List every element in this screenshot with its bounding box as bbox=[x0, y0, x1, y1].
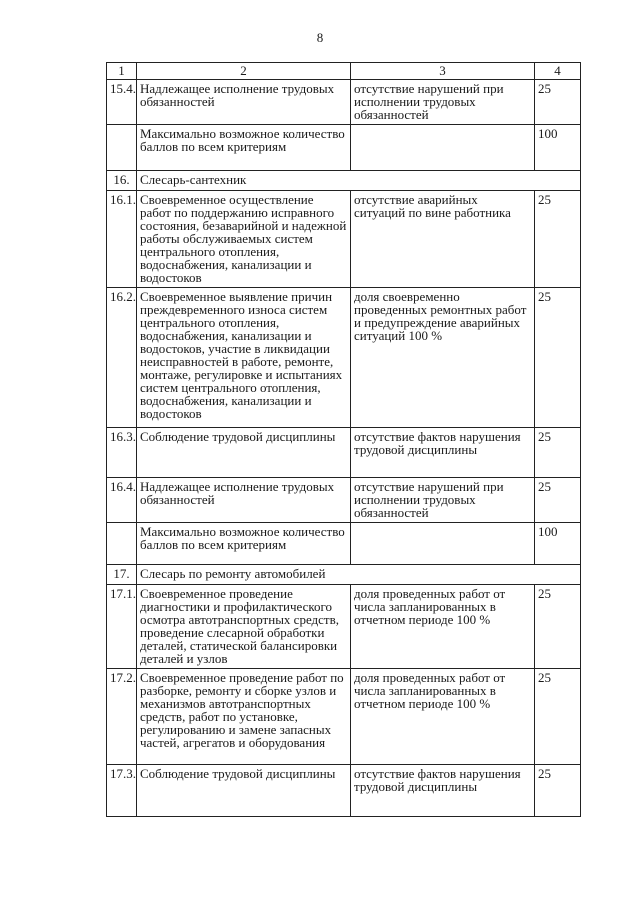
page-number: 8 bbox=[316, 30, 324, 45]
row-indicator: отсутствие фактов нарушения трудовой дисциплины bbox=[351, 765, 535, 817]
row-number bbox=[107, 125, 137, 171]
row-points: 25 bbox=[535, 288, 581, 428]
row-criterion: Своевременное выявление причин преждевременного износа систем центрального отопления, водоснабжения, канализации и водостоков, участие в ликвидации неисправностей в работе, ремонте, монтаже, регулировке и испытаниях систем центрального отопления, водоснабжения, канализации и водостоков bbox=[137, 288, 351, 428]
table-header-row bbox=[107, 63, 581, 80]
row-indicator: доля своевременно проведенных ремонтных работ и предупреждение аварийных ситуаций 100 % bbox=[351, 288, 535, 428]
section-number: 17. bbox=[107, 565, 137, 585]
row-indicator bbox=[351, 523, 535, 565]
row-indicator bbox=[351, 125, 535, 171]
row-number: 17.1. bbox=[107, 585, 137, 669]
row-number: 16.2. bbox=[107, 288, 137, 428]
row-criterion: Соблюдение трудовой дисциплины bbox=[137, 765, 351, 817]
row-number: 16.4. bbox=[107, 478, 137, 523]
row-criterion: Своевременное осуществление работ по поддержанию исправного состояния, безаварийной и надежной работы обслуживаемых систем центрального отопления, водоснабжения, канализации и водостоков bbox=[137, 191, 351, 288]
row-number: 16.3. bbox=[107, 428, 137, 478]
criteria-table bbox=[106, 62, 581, 817]
row-criterion: Надлежащее исполнение трудовых обязанностей bbox=[137, 478, 351, 523]
row-indicator: отсутствие фактов нарушения трудовой дисциплины bbox=[351, 428, 535, 478]
row-number bbox=[107, 523, 137, 565]
row-number: 17.3. bbox=[107, 765, 137, 817]
section-number: 16. bbox=[107, 171, 137, 191]
row-indicator: доля проведенных работ от числа запланированных в отчетном периоде 100 % bbox=[351, 585, 535, 669]
table-row-total bbox=[107, 523, 581, 565]
row-points: 25 bbox=[535, 765, 581, 817]
row-points: 100 bbox=[535, 125, 581, 171]
row-points: 25 bbox=[535, 669, 581, 765]
row-criterion: Соблюдение трудовой дисциплины bbox=[137, 428, 351, 478]
row-number: 16.1. bbox=[107, 191, 137, 288]
row-criterion: Надлежащее исполнение трудовых обязанностей bbox=[137, 80, 351, 125]
row-points: 25 bbox=[535, 585, 581, 669]
row-points: 100 bbox=[535, 523, 581, 565]
table-row bbox=[107, 288, 581, 428]
column-header-points: 4 bbox=[535, 63, 581, 80]
table-row bbox=[107, 428, 581, 478]
section-title: Слесарь по ремонту автомобилей bbox=[137, 565, 581, 585]
row-points: 25 bbox=[535, 191, 581, 288]
row-number: 17.2. bbox=[107, 669, 137, 765]
table-row bbox=[107, 191, 581, 288]
table-row bbox=[107, 765, 581, 817]
row-criterion: Своевременное проведение диагностики и профилактического осмотра автотранспортных средств, проведение слесарной обработки деталей, статической балансировки деталей и узлов bbox=[137, 585, 351, 669]
row-indicator: отсутствие аварийных ситуаций по вине работника bbox=[351, 191, 535, 288]
row-points: 25 bbox=[535, 478, 581, 523]
table-row bbox=[107, 80, 581, 125]
table-row bbox=[107, 669, 581, 765]
table-row bbox=[107, 478, 581, 523]
column-header-number: 1 bbox=[107, 63, 137, 80]
column-header-indicator: 3 bbox=[351, 63, 535, 80]
table-row-total bbox=[107, 125, 581, 171]
row-criterion: Своевременное проведение работ по разборке, ремонту и сборке узлов и механизмов автотранспортных средств, работ по установке, регулированию и замене запасных частей, агрегатов и оборудования bbox=[137, 669, 351, 765]
row-number: 15.4. bbox=[107, 80, 137, 125]
column-header-criterion: 2 bbox=[137, 63, 351, 80]
row-indicator: доля проведенных работ от числа запланированных в отчетном периоде 100 % bbox=[351, 669, 535, 765]
table-row bbox=[107, 585, 581, 669]
row-indicator: отсутствие нарушений при исполнении трудовых обязанностей bbox=[351, 80, 535, 125]
table-row-section bbox=[107, 565, 581, 585]
row-criterion: Максимально возможное количество баллов по всем критериям bbox=[137, 523, 351, 565]
section-title: Слесарь-сантехник bbox=[137, 171, 581, 191]
row-criterion: Максимально возможное количество баллов по всем критериям bbox=[137, 125, 351, 171]
row-points: 25 bbox=[535, 428, 581, 478]
row-indicator: отсутствие нарушений при исполнении трудовых обязанностей bbox=[351, 478, 535, 523]
table-row-section bbox=[107, 171, 581, 191]
row-points: 25 bbox=[535, 80, 581, 125]
